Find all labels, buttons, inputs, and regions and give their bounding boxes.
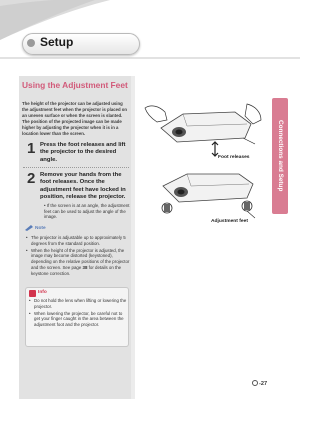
info-list [29, 298, 127, 329]
page-number: -27 [252, 380, 267, 387]
step-1-text: Press the foot releases and lift the projector to the desired angle. [40, 142, 126, 163]
step-2-number: 2 [27, 170, 36, 187]
info-item: • Do not hold the lens when lifting or lowering the projector. [29, 298, 127, 310]
page-marker-icon [252, 380, 258, 386]
note-label: Note [35, 226, 46, 231]
info-icon [29, 290, 36, 297]
section-heading: Using the Adjustment Feet [22, 80, 128, 90]
section-intro: The height of the projector can be adjusted using the adjustment feet when the projector is placed on an uneven surface or when the screen is slanted. The position of the projected image can be made higher by adjusting the projector when it is in a location lower than the screen. [22, 101, 128, 136]
setup-bullet-icon [24, 35, 38, 51]
note-item: • The projector is adjustable up to approximately 5 degrees from the standard position. [26, 235, 131, 247]
step-2-text: Remove your hands from the foot releases. Once the adjustment feet have locked in position, release the projector. [40, 172, 126, 201]
page-title: Setup [40, 35, 74, 49]
note-item: • When the height of the projector is adjusted, the image may become distorted (keystoned), depending on the relative positions of the projector and the screen. See page 38 for details on the keystone correction. [26, 248, 131, 277]
step-divider [23, 167, 129, 168]
step-1-number: 1 [27, 140, 36, 157]
info-item: • When lowering the projector, be careful not to get your finger caught in the area between the adjustment foot and the projector. [29, 311, 127, 328]
step-2-bullet: • If the screen is at an angle, the adjustment feet can be used to adjust the angle of the image. [44, 203, 130, 220]
side-tab-label: Connections and Setup [277, 120, 284, 192]
projector-lift-illustration [143, 98, 263, 160]
content-panel-edge [131, 76, 135, 399]
adjustment-feet-callout: Adjustment feet [211, 219, 248, 224]
projector-feet-illustration [143, 164, 263, 222]
note-icon [24, 224, 34, 232]
info-label: Info [38, 290, 47, 295]
note-list [26, 235, 131, 278]
foot-releases-callout: Foot releases [218, 155, 250, 160]
